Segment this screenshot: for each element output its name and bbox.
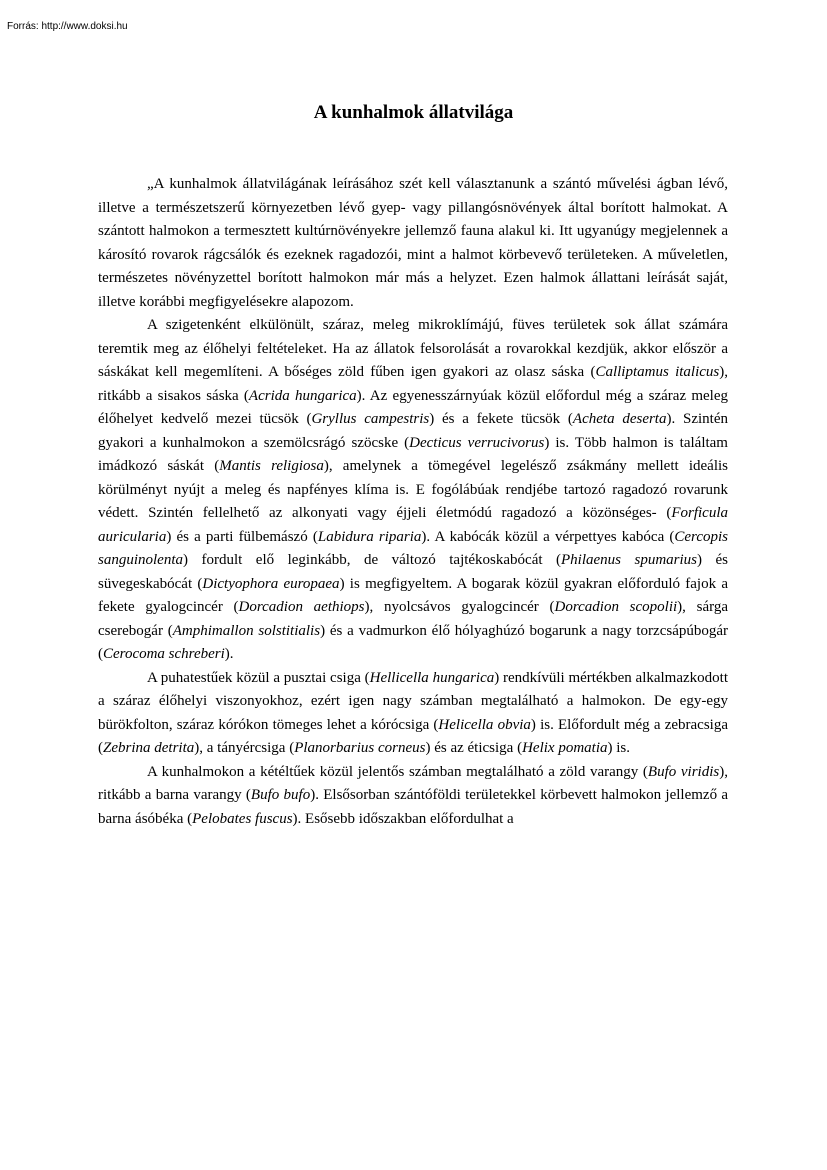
body-paragraph [98, 667, 728, 761]
species-name: Dictyophora europaea [202, 575, 340, 592]
species-name: Helix pomatia [522, 740, 608, 756]
species-name: Cerocoma schreberi [103, 646, 225, 662]
species-name: Pelobates fuscus [192, 810, 293, 827]
body-paragraph [98, 314, 728, 667]
text-run: ). Az egyenesszárnyúak közül előfordul még a száraz meleg élőhelyet kedvelő mezei tücsök ( [98, 387, 728, 427]
species-name: Labidura riparia [317, 528, 422, 545]
species-name: Amphimallon solstitialis [172, 622, 321, 639]
species-name: Calliptamus italicus [595, 364, 720, 380]
species-name: Forficula auricularia [98, 505, 728, 545]
text-run: ) és az éticsiga ( [425, 740, 523, 756]
text-run: ) is. Előfordult még a zebracsiga ( [98, 716, 728, 756]
document-body [98, 173, 728, 831]
text-run: ) és a fekete tücsök ( [429, 411, 573, 427]
text-run: ), a tányércsiga ( [194, 740, 295, 756]
species-name: Planorbarius corneus [294, 740, 426, 756]
species-name: Bufo viridis [647, 763, 720, 780]
text-run: ) is megfigyeltem. A bogarak közül gyakran előforduló fajok a fekete gyalogcincér ( [98, 575, 728, 615]
text-run: ) is. [607, 740, 630, 756]
species-name: Bufo bufo [250, 787, 311, 803]
text-run: ), ritkább a barna varangy ( [98, 763, 728, 803]
text-run: ) rendkívüli mértékben alkalmazkodott a száraz élőhelyi viszonyokhoz, ezért igen nagy számban megtalálható a halmokon. De egy-egy bürökfolton, száraz kórókon tömeges lehet a kórócsiga ( [98, 669, 729, 733]
species-name: Acrida hungarica [248, 387, 357, 404]
text-run: ). Esősebb időszakban előfordulhat a [292, 810, 514, 827]
species-name: Philaenus spumarius [561, 552, 698, 568]
text-run: ), sárga cserebogár ( [98, 599, 729, 639]
text-run: A szigetenként elkülönült, száraz, meleg mikroklímájú, füves területek sok állat számára teremtik meg az élőhelyi feltételeket. Ha az állatok felsorolását a rovarokkal kezdjük, akkor először a sáskákat kell megemlíteni. A bőséges zöld fűben igen gyakori az olasz sáska ( [98, 317, 728, 380]
text-run: ) is. Több halmon is találtam imádkozó sáskát ( [98, 434, 728, 474]
species-name: Zebrina detrita [103, 740, 195, 756]
species-name: Mantis religiosa [219, 458, 324, 474]
species-name: Dorcadion aethiops [238, 599, 365, 615]
text-run: ), nyolcsávos gyalogcincér ( [364, 599, 555, 615]
species-name: Hellicella hungarica [369, 669, 495, 686]
text-run: „A kunhalmok állatvilágának leírásához szét kell választanunk a szántó művelési ágban lévő, illetve a természetszerű környezetben lévő gyep- vagy pillangósnövények által borított halmokat. A szántott halmokon a termesztett kultúrnövényekre jellemző fauna alakul ki. Itt ugyanúgy megjelennek a károsító rovarok rágcsálók és ezeknek ragadozói, mint a halmot körbevevő területeken. A műveletlen, természetes növényzettel borított halmokon már más a helyzet. Ezen halmok állattani leírását saját, illetve korábbi megfigyelésekre alapozom. [98, 176, 728, 310]
text-run: ), ritkább a sisakos sáska ( [98, 364, 729, 404]
species-name: Gryllus campestris [311, 411, 430, 427]
species-name: Dorcadion scopolii [554, 599, 678, 615]
text-run: ) fordult elő leginkább, de változó tajtékoskabócát ( [183, 552, 562, 568]
text-run: A kunhalmokon a kétéltűek közül jelentős számban megtalálható a zöld varangy ( [147, 763, 648, 780]
text-run: ). [224, 646, 234, 662]
body-paragraph [98, 173, 728, 314]
text-run: ). A kabócák közül a vérpettyes kabóca ( [421, 528, 675, 545]
text-run: ). Szintén gyakori a kunhalmokon a szemölcsrágó szöcske ( [98, 411, 728, 451]
text-run: ) és a vadmurkon élő hólyaghúzó bogarunk a nagy torzcsápúbogár ( [98, 622, 729, 662]
species-name: Acheta deserta [572, 411, 667, 427]
text-run: ) és a parti fülbemászó ( [166, 528, 318, 545]
species-name: Decticus verrucivorus [409, 434, 545, 451]
page-title: A kunhalmok állatvilága [313, 102, 514, 123]
text-run: ). Elsősorban szántóföldi területekkel körbevett halmokon jellemző a barna ásóbéka ( [98, 787, 729, 827]
text-run: ), amelynek a tömegével legelésző zsákmány mellett ideális körülményt nyújt a meleg és napfényes klíma is. E fogólábúak rendjébe tartozó ragadozó rovarunk védett. Szintén fellelhető az alkonyati vagy éjjeli életmódú ragadozó a közönséges- ( [98, 458, 729, 521]
species-name: Helicella obvia [438, 716, 531, 733]
species-name: Cercopis sanguinolenta [98, 528, 728, 568]
text-run: ) és süvegeskabócát ( [98, 552, 728, 592]
source-note: Forrás: http://www.doksi.hu [7, 21, 128, 32]
body-paragraph [98, 761, 728, 832]
text-run: A puhatestűek közül a pusztai csiga ( [147, 669, 370, 686]
